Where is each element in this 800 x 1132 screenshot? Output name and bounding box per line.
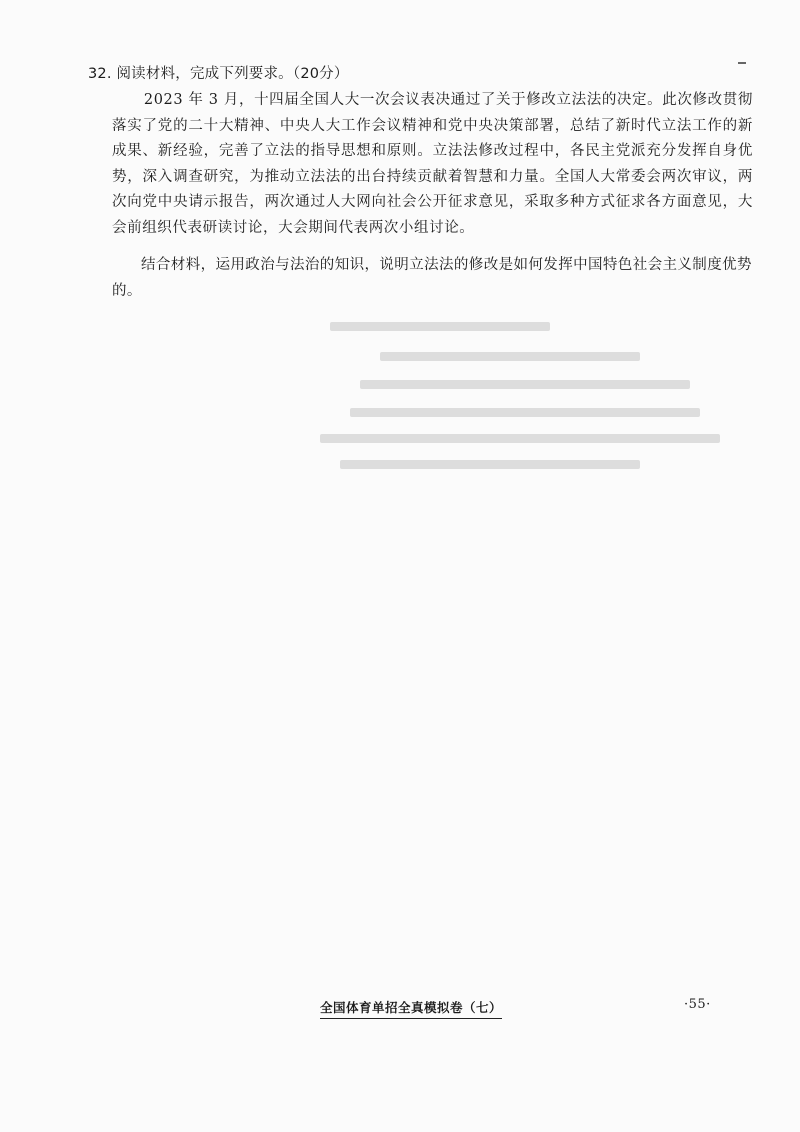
question-32 bbox=[88, 62, 753, 304]
question-prompt: 结合材料，运用政治与法治的知识，说明立法法的修改是如何发挥中国特色社会主义制度优势的。 bbox=[112, 257, 752, 299]
footer-title: 全国体育单招全真模拟卷（七） bbox=[320, 998, 502, 1019]
bleed-through-text bbox=[320, 322, 740, 482]
question-heading: 32. 阅读材料，完成下列要求。（20分） bbox=[88, 66, 349, 82]
question-material: 2023 年 3 月，十四届全国人大一次会议表决通过了关于修改立法法的决定。此次修改贯彻落实了党的二十大精神、中央人大工作会议精神和党中央决策部署，总结了新时代立法工作的新成果、新经验，完善了立法的指导思想和原则。立法法修改过程中，各民主党派充分发挥自身优势，深入调查研究，为推动立法法的出台持续贡献着智慧和力量。全国人大常委会两次审议，两次向党中央请示报告，两次通过人大网向社会公开征求意见，采取多种方式征求各方面意见，大会前组织代表研读讨论，大会期间代表两次小组讨论。 bbox=[112, 92, 753, 236]
page-number: ·55· bbox=[684, 997, 711, 1012]
